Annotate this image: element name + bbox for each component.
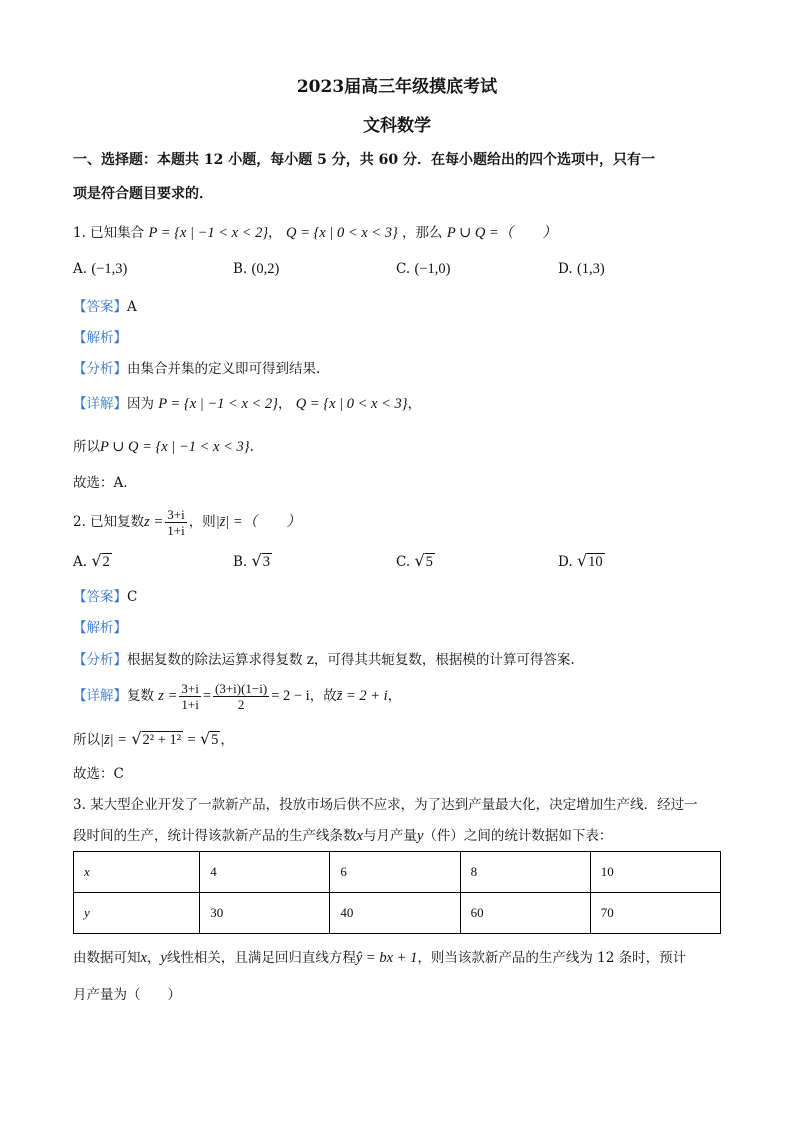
q3-line4: 月产量为（ ） xyxy=(73,987,181,1003)
table-row-header: x xyxy=(74,852,200,893)
q2-option-a[interactable]: A. √2 xyxy=(73,551,110,570)
table-cell: 70 xyxy=(590,893,720,934)
q1-union-result: P ∪ Q = {x | −1 < x < 3} xyxy=(100,439,250,455)
section-heading-line2: 项是符合题目要求的． xyxy=(73,186,213,202)
q1-choose: 故选：A. xyxy=(73,475,128,491)
q1-stem-prefix: 1. 已知集合 xyxy=(73,225,145,241)
q2-answer: 【答案】C xyxy=(73,589,138,605)
q3-data-table xyxy=(73,851,721,934)
q1-option-d[interactable]: D. (1,3) xyxy=(558,261,605,277)
table-cell: 40 xyxy=(330,893,460,934)
analysis-tag: 【解析】 xyxy=(73,330,127,346)
q2-ask: |z̄| =（ ） xyxy=(215,514,301,530)
q1-options xyxy=(73,259,733,279)
q1-option-c[interactable]: C. (−1,0) xyxy=(396,261,451,277)
table-cell: 4 xyxy=(200,852,330,893)
answer-tag: 【答案】 xyxy=(73,299,127,315)
q2-conjugate: z̄ = 2 + i xyxy=(336,688,388,704)
q1-xiangjie: 【详解】因为 P = {x | −1 < x < 2}， Q = {x | 0 < x < 3}， xyxy=(73,396,422,412)
q1-answer-value: A xyxy=(127,299,137,315)
q3-regression-equation: ŷ = bx + 1 xyxy=(355,950,418,966)
q3-line1: 3. 某大型企业开发了一款新产品，投放市场后供不应求，为了达到产量最大化，决定增加生产线．经过一 xyxy=(73,797,698,813)
q1-set-q: Q = {x | 0 < x < 3} xyxy=(285,225,398,241)
q1-set-p: P = {x | −1 < x < 2} xyxy=(148,225,269,241)
section-heading-line1: 一、选择题：本题共 12 小题，每小题 5 分，共 60 分．在每小题给出的四个选项中，只有一 xyxy=(73,152,655,168)
table-cell: 6 xyxy=(330,852,460,893)
xiangjie-tag: 【详解】 xyxy=(73,396,127,412)
q2-analysis-heading: 【解析】 xyxy=(73,620,127,636)
table-cell: 60 xyxy=(460,893,590,934)
q2-stem: 2. 已知复数z = $\frac{3+i}{1+i}$ ，则|z̄| =（ ） xyxy=(73,507,301,538)
q1-option-b[interactable]: B. (0,2) xyxy=(233,261,280,277)
q2-option-c[interactable]: C. √5 xyxy=(396,551,433,570)
q1-conclusion: 所以P ∪ Q = {x | −1 < x < 3}. xyxy=(73,439,254,455)
fenxi-tag: 【分析】 xyxy=(73,361,127,377)
q2-fenxi-text: 根据复数的除法运算求得复数 z，可得其共轭复数，根据模的计算可得答案. xyxy=(127,652,575,668)
q2-step-fraction: $\frac{(3+i)(1-i)}{2}$ xyxy=(215,681,268,712)
q2-fraction: $\frac{3+i}{1+i}$ xyxy=(167,507,185,538)
q1-ask: P ∪ Q =（ ） xyxy=(446,225,557,241)
table-cell: 8 xyxy=(460,852,590,893)
q3-line3: 由数据可知x，y线性相关，且满足回归直线方程ŷ = bx + 1，则当该款新产品的生产线为 12 条时，预计 xyxy=(73,950,687,966)
q2-option-b[interactable]: B. √3 xyxy=(233,551,270,570)
q3-line2: 段时间的生产，统计得该款新产品的生产线条数x与月产量y（件）之间的统计数据如下表： xyxy=(73,828,613,844)
table-cell: 10 xyxy=(590,852,720,893)
q2-choose: 故选：C xyxy=(73,766,124,782)
q1-analysis-heading xyxy=(73,328,127,348)
q1-detail-set-q: Q = {x | 0 < x < 3} xyxy=(295,396,408,412)
q1-option-a[interactable]: A. (−1,3) xyxy=(73,261,128,277)
q1-detail-set-p: P = {x | −1 < x < 2} xyxy=(158,396,278,412)
exam-subject: 文科数学 xyxy=(363,116,431,136)
q1-stem: 1. 已知集合 P = {x | −1 < x < 2}， Q = {x | 0 < x < 3} ，那么 P ∪ Q =（ ） xyxy=(73,225,557,241)
exam-title: 2023届高三年级摸底考试 xyxy=(296,77,498,97)
q2-xiangjie: 【详解】复数 z = $\frac{3+i}{1+i}$ = $\frac{(3+i)(1-i)}{2}$ = 2 − i，故z̄ = 2 + i， xyxy=(73,681,402,712)
table-row-header: y xyxy=(74,893,200,934)
q1-then: ，那么 xyxy=(402,225,443,241)
table-row xyxy=(74,893,721,934)
table-cell: 30 xyxy=(200,893,330,934)
q2-fenxi: 【分析】根据复数的除法运算求得复数 z，可得其共轭复数，根据模的计算可得答案. xyxy=(73,652,575,668)
q2-answer-value: C xyxy=(127,589,138,605)
table-row xyxy=(74,852,721,893)
q1-answer xyxy=(73,297,137,317)
q2-option-d[interactable]: D. √10 xyxy=(558,551,603,570)
q2-options xyxy=(73,551,733,571)
q1-fenxi-text: 由集合并集的定义即可得到结果. xyxy=(127,361,321,377)
q2-modulus: 所以|z̄| = √2² + 1² = √5 ， xyxy=(73,729,234,748)
q1-fenxi xyxy=(73,359,320,379)
